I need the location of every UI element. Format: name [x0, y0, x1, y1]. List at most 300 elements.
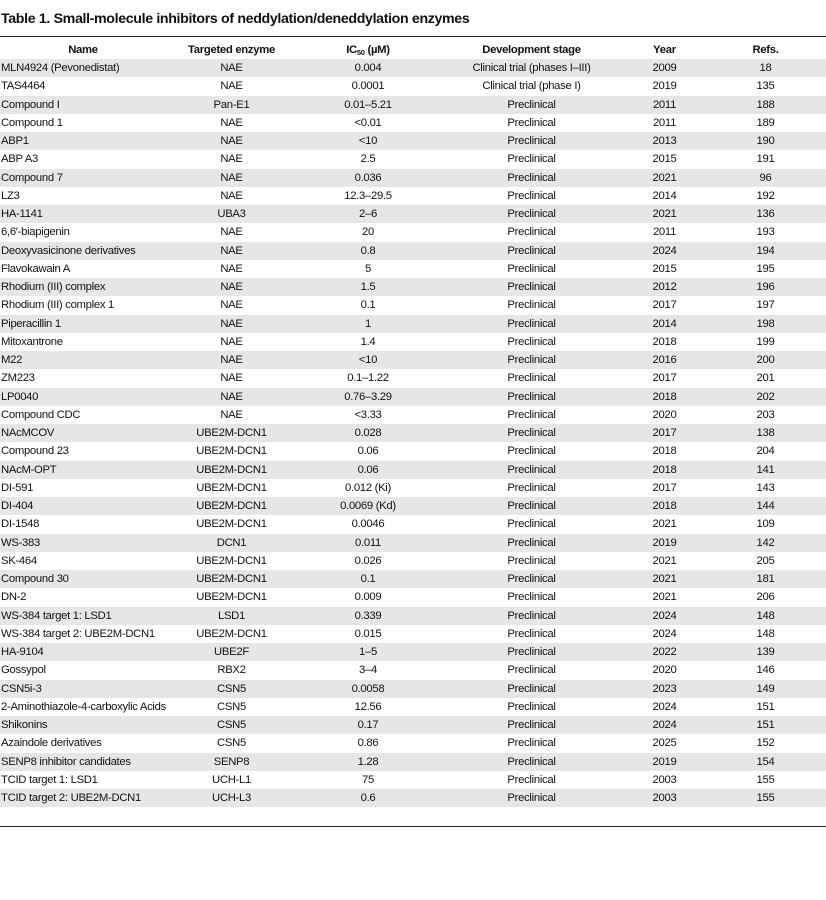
cell-name: M22 — [0, 351, 166, 369]
cell-refs: 18 — [705, 59, 826, 77]
cell-targeted-enzyme: NAE — [166, 333, 297, 351]
cell-refs: 138 — [705, 424, 826, 442]
cell-ic50: 75 — [297, 771, 439, 789]
cell-development-stage: Preclinical — [439, 789, 624, 807]
cell-name: Flavokawain A — [0, 260, 166, 278]
table-row — [0, 260, 826, 278]
cell-ic50: 0.1–1.22 — [297, 369, 439, 387]
cell-name: 6,6′-biapigenin — [0, 223, 166, 241]
header-development-stage: Development stage — [482, 44, 581, 56]
cell-development-stage: Preclinical — [439, 315, 624, 333]
header-ic50-unit: (µM) — [364, 43, 390, 56]
table-row — [0, 570, 826, 588]
cell-refs: 181 — [705, 570, 826, 588]
cell-year: 2021 — [624, 552, 705, 570]
cell-name: 2-Aminothiazole-4-carboxylic Acids — [0, 698, 166, 716]
cell-year: 2021 — [624, 588, 705, 606]
cell-ic50: 0.004 — [297, 59, 439, 77]
table-row — [0, 442, 826, 460]
cell-year: 2003 — [624, 789, 705, 807]
cell-development-stage: Preclinical — [439, 753, 624, 771]
header-ic50-label: IC — [346, 43, 357, 56]
cell-refs: 154 — [705, 753, 826, 771]
cell-development-stage: Preclinical — [439, 771, 624, 789]
cell-development-stage: Preclinical — [439, 278, 624, 296]
cell-year: 2015 — [624, 260, 705, 278]
cell-ic50: 0.06 — [297, 461, 439, 479]
table-row — [0, 278, 826, 296]
cell-name: Azaindole derivatives — [0, 734, 166, 752]
cell-ic50: 0.0069 (Kd) — [297, 497, 439, 515]
table-row — [0, 388, 826, 406]
cell-development-stage: Preclinical — [439, 515, 624, 533]
table-row — [0, 315, 826, 333]
cell-year: 2022 — [624, 643, 705, 661]
cell-name: TCID target 2: UBE2M-DCN1 — [0, 789, 166, 807]
cell-name: TAS4464 — [0, 77, 166, 95]
cell-refs: 109 — [705, 515, 826, 533]
table-row — [0, 607, 826, 625]
cell-ic50: 1.28 — [297, 753, 439, 771]
cell-development-stage: Clinical trial (phases I–III) — [439, 59, 624, 77]
table-title: Table 1. Small-molecule inhibitors of neddylation/deneddylation enzymes — [1, 11, 470, 27]
cell-ic50: 1 — [297, 315, 439, 333]
cell-refs: 146 — [705, 661, 826, 679]
cell-name: ABP1 — [0, 132, 166, 150]
cell-development-stage: Preclinical — [439, 114, 624, 132]
table-row — [0, 169, 826, 187]
cell-ic50: 0.339 — [297, 607, 439, 625]
cell-targeted-enzyme: NAE — [166, 315, 297, 333]
cell-refs: 196 — [705, 278, 826, 296]
cell-year: 2009 — [624, 59, 705, 77]
cell-ic50: <10 — [297, 351, 439, 369]
cell-targeted-enzyme: NAE — [166, 169, 297, 187]
cell-targeted-enzyme: UBE2M-DCN1 — [166, 625, 297, 643]
cell-targeted-enzyme: NAE — [166, 406, 297, 424]
cell-year: 2024 — [624, 625, 705, 643]
cell-targeted-enzyme: UBE2M-DCN1 — [166, 515, 297, 533]
cell-targeted-enzyme: NAE — [166, 296, 297, 314]
cell-year: 2020 — [624, 661, 705, 679]
cell-development-stage: Preclinical — [439, 461, 624, 479]
table-row — [0, 479, 826, 497]
cell-name: MLN4924 (Pevonedistat) — [0, 59, 166, 77]
cell-targeted-enzyme: NAE — [166, 223, 297, 241]
cell-refs: 143 — [705, 479, 826, 497]
cell-development-stage: Preclinical — [439, 205, 624, 223]
cell-ic50: 0.028 — [297, 424, 439, 442]
cell-refs: 194 — [705, 242, 826, 260]
cell-development-stage: Preclinical — [439, 132, 624, 150]
cell-targeted-enzyme: NAE — [166, 260, 297, 278]
table-row — [0, 680, 826, 698]
cell-ic50: 0.76–3.29 — [297, 388, 439, 406]
cell-year: 2024 — [624, 242, 705, 260]
cell-ic50: 0.0046 — [297, 515, 439, 533]
cell-refs: 197 — [705, 296, 826, 314]
cell-refs: 155 — [705, 771, 826, 789]
cell-refs: 149 — [705, 680, 826, 698]
cell-ic50: 0.026 — [297, 552, 439, 570]
cell-year: 2014 — [624, 187, 705, 205]
cell-development-stage: Preclinical — [439, 534, 624, 552]
cell-year: 2017 — [624, 479, 705, 497]
cell-year: 2018 — [624, 497, 705, 515]
header-ic50-subscript: 50 — [356, 47, 365, 57]
cell-name: Mitoxantrone — [0, 333, 166, 351]
cell-targeted-enzyme: NAE — [166, 77, 297, 95]
cell-year: 2021 — [624, 169, 705, 187]
cell-name: HA-1141 — [0, 205, 166, 223]
cell-refs: 142 — [705, 534, 826, 552]
cell-targeted-enzyme: UBE2M-DCN1 — [166, 570, 297, 588]
cell-name: Gossypol — [0, 661, 166, 679]
table-row — [0, 223, 826, 241]
header-row — [0, 41, 826, 59]
cell-year: 2025 — [624, 734, 705, 752]
cell-year: 2018 — [624, 333, 705, 351]
cell-year: 2024 — [624, 698, 705, 716]
cell-year: 2019 — [624, 77, 705, 95]
table-row — [0, 734, 826, 752]
cell-year: 2024 — [624, 607, 705, 625]
cell-year: 2019 — [624, 753, 705, 771]
cell-refs: 135 — [705, 77, 826, 95]
cell-ic50: <3.33 — [297, 406, 439, 424]
cell-targeted-enzyme: NAE — [166, 278, 297, 296]
cell-year: 2017 — [624, 369, 705, 387]
cell-targeted-enzyme: UBE2M-DCN1 — [166, 552, 297, 570]
cell-ic50: <0.01 — [297, 114, 439, 132]
cell-ic50: 1–5 — [297, 643, 439, 661]
cell-name: SK-464 — [0, 552, 166, 570]
table-row — [0, 77, 826, 95]
cell-development-stage: Preclinical — [439, 442, 624, 460]
cell-name: Rhodium (III) complex 1 — [0, 296, 166, 314]
cell-development-stage: Preclinical — [439, 333, 624, 351]
cell-ic50: 0.6 — [297, 789, 439, 807]
table-row — [0, 515, 826, 533]
cell-refs: 191 — [705, 150, 826, 168]
cell-refs: 152 — [705, 734, 826, 752]
cell-name: NAcMCOV — [0, 424, 166, 442]
table-row — [0, 406, 826, 424]
cell-ic50: 0.011 — [297, 534, 439, 552]
cell-development-stage: Preclinical — [439, 260, 624, 278]
cell-development-stage: Preclinical — [439, 680, 624, 698]
cell-targeted-enzyme: DCN1 — [166, 534, 297, 552]
cell-targeted-enzyme: UBE2M-DCN1 — [166, 442, 297, 460]
cell-targeted-enzyme: UBE2M-DCN1 — [166, 461, 297, 479]
cell-targeted-enzyme: NAE — [166, 369, 297, 387]
cell-targeted-enzyme: NAE — [166, 351, 297, 369]
table-row — [0, 771, 826, 789]
cell-development-stage: Preclinical — [439, 406, 624, 424]
cell-refs: 205 — [705, 552, 826, 570]
cell-name: Compound 7 — [0, 169, 166, 187]
table-row — [0, 424, 826, 442]
cell-name: ABP A3 — [0, 150, 166, 168]
cell-name: DI-1548 — [0, 515, 166, 533]
cell-name: WS-384 target 2: UBE2M-DCN1 — [0, 625, 166, 643]
cell-refs: 96 — [705, 169, 826, 187]
cell-ic50: 0.8 — [297, 242, 439, 260]
table-row — [0, 661, 826, 679]
cell-name: WS-383 — [0, 534, 166, 552]
cell-name: Compound 23 — [0, 442, 166, 460]
cell-refs: 195 — [705, 260, 826, 278]
table-header — [0, 41, 826, 59]
cell-year: 2021 — [624, 205, 705, 223]
header-refs: Refs. — [752, 44, 779, 56]
cell-year: 2021 — [624, 515, 705, 533]
cell-name: LZ3 — [0, 187, 166, 205]
cell-refs: 202 — [705, 388, 826, 406]
table-row — [0, 753, 826, 771]
table-row — [0, 187, 826, 205]
cell-refs: 144 — [705, 497, 826, 515]
table-body — [0, 59, 826, 807]
table-row — [0, 59, 826, 77]
cell-name: WS-384 target 1: LSD1 — [0, 607, 166, 625]
cell-targeted-enzyme: SENP8 — [166, 753, 297, 771]
table-row — [0, 369, 826, 387]
cell-targeted-enzyme: NAE — [166, 242, 297, 260]
cell-development-stage: Clinical trial (phase I) — [439, 77, 624, 95]
cell-targeted-enzyme: CSN5 — [166, 680, 297, 698]
cell-name: CSN5i-3 — [0, 680, 166, 698]
cell-year: 2011 — [624, 96, 705, 114]
cell-ic50: 0.015 — [297, 625, 439, 643]
table-row — [0, 205, 826, 223]
cell-year: 2023 — [624, 680, 705, 698]
cell-refs: 151 — [705, 698, 826, 716]
cell-refs: 189 — [705, 114, 826, 132]
table-row — [0, 114, 826, 132]
cell-ic50: 2–6 — [297, 205, 439, 223]
cell-year: 2015 — [624, 150, 705, 168]
cell-targeted-enzyme: RBX2 — [166, 661, 297, 679]
table-row — [0, 789, 826, 807]
cell-targeted-enzyme: UBE2M-DCN1 — [166, 497, 297, 515]
cell-targeted-enzyme: NAE — [166, 114, 297, 132]
cell-development-stage: Preclinical — [439, 643, 624, 661]
cell-name: ZM223 — [0, 369, 166, 387]
cell-targeted-enzyme: UCH-L1 — [166, 771, 297, 789]
cell-development-stage: Preclinical — [439, 734, 624, 752]
cell-development-stage: Preclinical — [439, 296, 624, 314]
cell-name: Shikonins — [0, 716, 166, 734]
header-name: Name — [68, 44, 98, 56]
table-row — [0, 588, 826, 606]
cell-ic50: 0.0001 — [297, 77, 439, 95]
cell-ic50: 0.0058 — [297, 680, 439, 698]
cell-name: Compound I — [0, 96, 166, 114]
header-ic50 — [297, 41, 439, 59]
cell-year: 2011 — [624, 223, 705, 241]
cell-development-stage: Preclinical — [439, 570, 624, 588]
cell-targeted-enzyme: UBE2F — [166, 643, 297, 661]
cell-year: 2021 — [624, 570, 705, 588]
cell-ic50: 3–4 — [297, 661, 439, 679]
cell-ic50: 0.1 — [297, 570, 439, 588]
cell-development-stage: Preclinical — [439, 369, 624, 387]
cell-development-stage: Preclinical — [439, 242, 624, 260]
cell-development-stage: Preclinical — [439, 388, 624, 406]
inhibitor-table — [0, 41, 826, 807]
cell-development-stage: Preclinical — [439, 223, 624, 241]
cell-refs: 200 — [705, 351, 826, 369]
cell-targeted-enzyme: Pan-E1 — [166, 96, 297, 114]
cell-targeted-enzyme: NAE — [166, 388, 297, 406]
cell-development-stage: Preclinical — [439, 716, 624, 734]
cell-ic50: 0.86 — [297, 734, 439, 752]
cell-name: HA-9104 — [0, 643, 166, 661]
top-rule — [0, 36, 826, 37]
cell-ic50: 20 — [297, 223, 439, 241]
header-year: Year — [653, 44, 676, 56]
cell-refs: 139 — [705, 643, 826, 661]
cell-targeted-enzyme: LSD1 — [166, 607, 297, 625]
cell-targeted-enzyme: UBE2M-DCN1 — [166, 479, 297, 497]
table-row — [0, 150, 826, 168]
cell-ic50: 0.012 (Ki) — [297, 479, 439, 497]
cell-refs: 193 — [705, 223, 826, 241]
cell-year: 2003 — [624, 771, 705, 789]
cell-ic50: 0.036 — [297, 169, 439, 187]
cell-refs: 192 — [705, 187, 826, 205]
cell-development-stage: Preclinical — [439, 625, 624, 643]
cell-refs: 141 — [705, 461, 826, 479]
table-row — [0, 534, 826, 552]
cell-refs: 151 — [705, 716, 826, 734]
cell-targeted-enzyme: UBA3 — [166, 205, 297, 223]
cell-year: 2011 — [624, 114, 705, 132]
cell-year: 2020 — [624, 406, 705, 424]
table-row — [0, 497, 826, 515]
table-row — [0, 132, 826, 150]
cell-year: 2018 — [624, 461, 705, 479]
cell-targeted-enzyme: NAE — [166, 132, 297, 150]
cell-targeted-enzyme: NAE — [166, 187, 297, 205]
cell-year: 2012 — [624, 278, 705, 296]
table-row — [0, 351, 826, 369]
cell-targeted-enzyme: NAE — [166, 59, 297, 77]
cell-development-stage: Preclinical — [439, 497, 624, 515]
cell-name: Deoxyvasicinone derivatives — [0, 242, 166, 260]
cell-name: Compound 1 — [0, 114, 166, 132]
cell-year: 2018 — [624, 442, 705, 460]
cell-development-stage: Preclinical — [439, 552, 624, 570]
table-row — [0, 296, 826, 314]
cell-ic50: 0.06 — [297, 442, 439, 460]
cell-name: LP0040 — [0, 388, 166, 406]
cell-targeted-enzyme: NAE — [166, 150, 297, 168]
cell-year: 2016 — [624, 351, 705, 369]
cell-development-stage: Preclinical — [439, 698, 624, 716]
cell-name: Rhodium (III) complex — [0, 278, 166, 296]
cell-ic50: <10 — [297, 132, 439, 150]
cell-ic50: 2.5 — [297, 150, 439, 168]
cell-targeted-enzyme: UCH-L3 — [166, 789, 297, 807]
cell-ic50: 5 — [297, 260, 439, 278]
table-row — [0, 552, 826, 570]
cell-targeted-enzyme: CSN5 — [166, 734, 297, 752]
cell-ic50: 0.17 — [297, 716, 439, 734]
cell-development-stage: Preclinical — [439, 351, 624, 369]
cell-refs: 190 — [705, 132, 826, 150]
cell-name: NAcM-OPT — [0, 461, 166, 479]
cell-refs: 155 — [705, 789, 826, 807]
cell-year: 2017 — [624, 424, 705, 442]
cell-ic50: 1.4 — [297, 333, 439, 351]
cell-refs: 199 — [705, 333, 826, 351]
cell-development-stage: Preclinical — [439, 661, 624, 679]
cell-ic50: 12.56 — [297, 698, 439, 716]
cell-ic50: 0.009 — [297, 588, 439, 606]
cell-refs: 204 — [705, 442, 826, 460]
cell-name: DN-2 — [0, 588, 166, 606]
cell-refs: 148 — [705, 625, 826, 643]
cell-year: 2017 — [624, 296, 705, 314]
cell-name: DI-404 — [0, 497, 166, 515]
cell-refs: 206 — [705, 588, 826, 606]
cell-name: Compound 30 — [0, 570, 166, 588]
table-row — [0, 461, 826, 479]
cell-year: 2024 — [624, 716, 705, 734]
cell-targeted-enzyme: CSN5 — [166, 698, 297, 716]
cell-targeted-enzyme: UBE2M-DCN1 — [166, 424, 297, 442]
cell-refs: 148 — [705, 607, 826, 625]
cell-year: 2019 — [624, 534, 705, 552]
cell-refs: 136 — [705, 205, 826, 223]
cell-development-stage: Preclinical — [439, 424, 624, 442]
table-row — [0, 242, 826, 260]
cell-development-stage: Preclinical — [439, 150, 624, 168]
header-targeted-enzyme: Targeted enzyme — [188, 44, 275, 56]
cell-refs: 188 — [705, 96, 826, 114]
table-row — [0, 96, 826, 114]
cell-development-stage: Preclinical — [439, 607, 624, 625]
cell-targeted-enzyme: UBE2M-DCN1 — [166, 588, 297, 606]
cell-name: DI-591 — [0, 479, 166, 497]
cell-targeted-enzyme: CSN5 — [166, 716, 297, 734]
cell-refs: 198 — [705, 315, 826, 333]
cell-year: 2013 — [624, 132, 705, 150]
bottom-rule — [0, 826, 826, 827]
table-row — [0, 333, 826, 351]
cell-development-stage: Preclinical — [439, 187, 624, 205]
cell-ic50: 0.01–5.21 — [297, 96, 439, 114]
table-row — [0, 716, 826, 734]
table-row — [0, 625, 826, 643]
cell-refs: 203 — [705, 406, 826, 424]
cell-development-stage: Preclinical — [439, 588, 624, 606]
cell-development-stage: Preclinical — [439, 169, 624, 187]
cell-development-stage: Preclinical — [439, 96, 624, 114]
cell-ic50: 0.1 — [297, 296, 439, 314]
cell-name: Compound CDC — [0, 406, 166, 424]
cell-ic50: 1.5 — [297, 278, 439, 296]
cell-year: 2018 — [624, 388, 705, 406]
cell-year: 2014 — [624, 315, 705, 333]
cell-development-stage: Preclinical — [439, 479, 624, 497]
table-row — [0, 698, 826, 716]
cell-refs: 201 — [705, 369, 826, 387]
table-row — [0, 643, 826, 661]
cell-name: SENP8 inhibitor candidates — [0, 753, 166, 771]
